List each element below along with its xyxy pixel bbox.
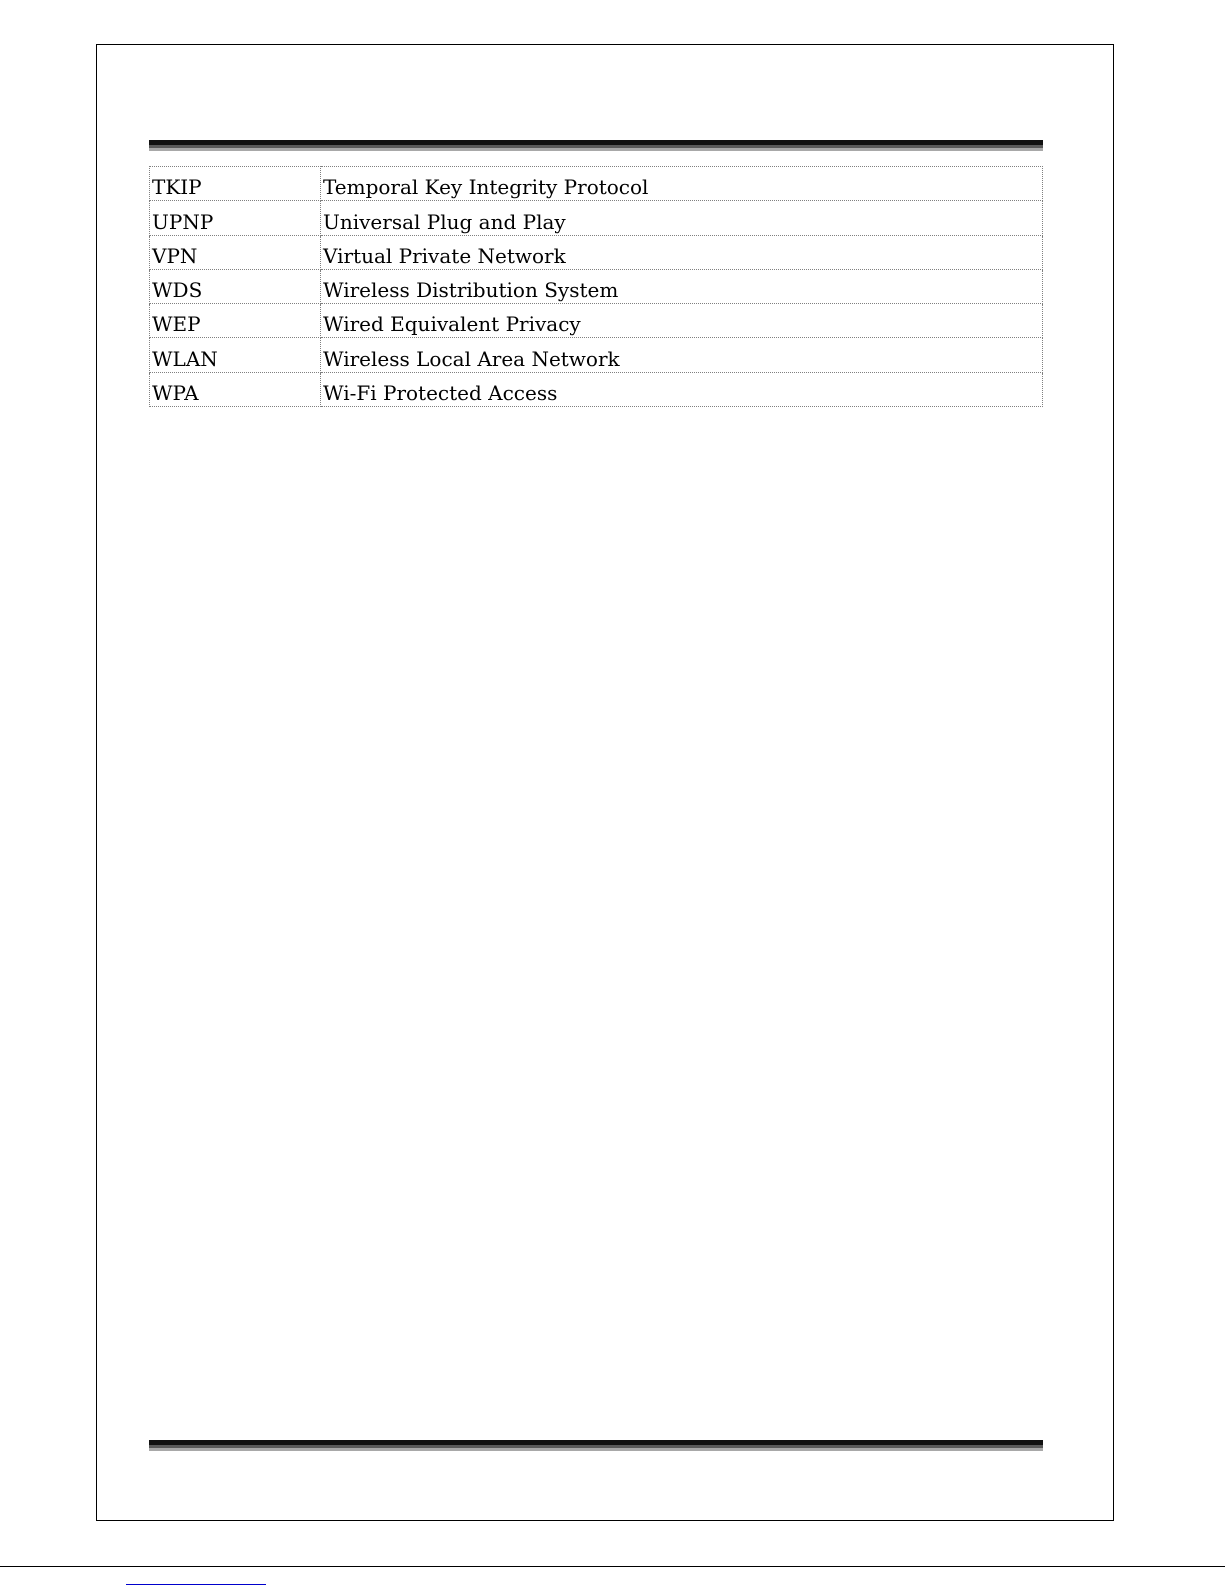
abbreviation-table bbox=[149, 166, 1043, 407]
table-row bbox=[150, 338, 1043, 372]
table-row bbox=[150, 201, 1043, 235]
abbreviation-cell: WLAN bbox=[150, 338, 321, 372]
table-row bbox=[150, 235, 1043, 269]
abbreviation-cell: WPA bbox=[150, 372, 321, 406]
abbreviation-cell: WEP bbox=[150, 304, 321, 338]
abbreviation-cell: UPNP bbox=[150, 201, 321, 235]
definition-cell: Wireless Local Area Network bbox=[321, 338, 1043, 372]
abbreviation-cell: VPN bbox=[150, 235, 321, 269]
table-row bbox=[150, 269, 1043, 303]
abbreviation-cell: WDS bbox=[150, 269, 321, 303]
definition-cell: Universal Plug and Play bbox=[321, 201, 1043, 235]
definition-cell: Wireless Distribution System bbox=[321, 269, 1043, 303]
definition-cell: Wired Equivalent Privacy bbox=[321, 304, 1043, 338]
definition-cell: Wi-Fi Protected Access bbox=[321, 372, 1043, 406]
table-row bbox=[150, 372, 1043, 406]
table-row bbox=[150, 167, 1043, 201]
footer-rule bbox=[149, 1440, 1043, 1452]
table-row bbox=[150, 304, 1043, 338]
definition-cell: Temporal Key Integrity Protocol bbox=[321, 167, 1043, 201]
header-rule bbox=[149, 140, 1043, 152]
definition-cell: Virtual Private Network bbox=[321, 235, 1043, 269]
page-separator-line bbox=[0, 1566, 1225, 1567]
abbreviation-cell: TKIP bbox=[150, 167, 321, 201]
